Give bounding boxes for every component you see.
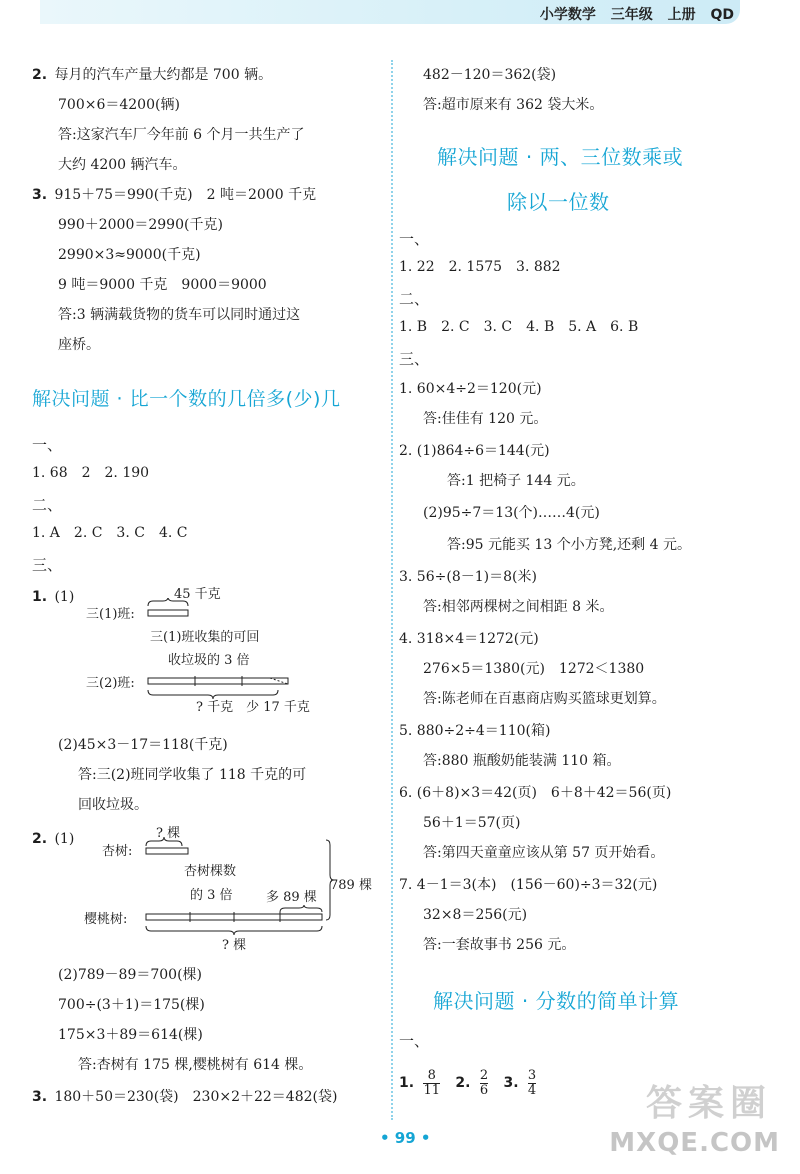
diagram-1-bottom-label: ? 千克 少 17 千克 xyxy=(196,700,310,715)
section-heading-multiples: 解决问题 · 比一个数的几倍多(少)几 xyxy=(32,388,341,410)
problem-2-line-4: 大约 4200 辆汽车。 xyxy=(58,157,187,173)
answer-2-calc: 2. (1)864÷6＝144(元) xyxy=(399,443,550,459)
problem-3-line-6: 座桥。 xyxy=(58,337,100,353)
diagram-2-note-line-2: 的 3 倍 xyxy=(190,888,233,903)
part-1-answers: 1. 68 2 2. 190 xyxy=(32,465,150,481)
part-1-answers: 1. 22 2. 1575 3. 882 xyxy=(399,259,561,275)
answer-5-calc: 5. 880÷2÷4＝110(箱) xyxy=(399,723,551,739)
diagram-2-note-line-1: 杏树棵数 xyxy=(184,864,237,879)
question-2-label: 2. (1) xyxy=(32,831,75,847)
diagram-2-bottom-label: ? 棵 xyxy=(222,938,247,953)
question-1-answer-2: 回收垃圾。 xyxy=(78,797,148,813)
question-2-answer: 答:杏树有 175 棵,樱桃树有 614 棵。 xyxy=(78,1057,313,1073)
diagram-1-bars xyxy=(140,598,300,702)
question-3-line: 3. 180＋50＝230(袋) 230×2＋22＝482(袋) xyxy=(32,1089,338,1105)
column-divider xyxy=(391,60,393,1120)
fractions-part-1-label: 一、 xyxy=(399,1032,430,1050)
problem-2-line-3: 答:这家汽车厂今年前 6 个月一共生产了 xyxy=(58,127,305,143)
answer-7-text: 答:一套故事书 256 元。 xyxy=(423,937,576,953)
problem-3-line-1: 3. 915＋75＝990(千克) 2 吨＝2000 千克 xyxy=(32,187,317,203)
part-2-label: 二、 xyxy=(399,290,430,308)
part-2-answers: 1. B 2. C 3. C 4. B 5. A 6. B xyxy=(399,319,639,335)
question-1-answer-1: 答:三(2)班同学收集了 118 千克的可 xyxy=(78,767,307,783)
watermark-logo xyxy=(609,1083,794,1168)
fraction-2: $\frac{2}{6}$ xyxy=(479,1067,489,1098)
carry-over-answer: 答:超市原来有 362 袋大米。 xyxy=(423,97,604,113)
answer-6-calc: 6. (6＋8)×3＝42(页) 6＋8＋42＝56(页) xyxy=(399,785,672,801)
section-heading-multiply-divide-a: 解决问题 · 两、三位数乘或 xyxy=(437,145,684,169)
section-heading-multiply-divide-b: 除以一位数 xyxy=(507,190,610,214)
answer-4-text: 答:陈老师在百惠商店购买篮球更划算。 xyxy=(423,691,666,707)
part-2-label: 二、 xyxy=(32,496,63,514)
answer-6-calc-2: 56＋1＝57(页) xyxy=(423,815,521,831)
question-2-calc-1: (2)789－89＝700(棵) xyxy=(58,967,203,983)
answer-2b-text: 答:95 元能买 13 个小方凳,还剩 4 元。 xyxy=(447,537,691,553)
diagram-1-note-line-1: 三(1)班收集的可回 xyxy=(150,630,260,645)
watermark-site: MXQE.COM xyxy=(609,1128,780,1158)
part-3-label: 三、 xyxy=(399,350,430,368)
header-book-info: 小学数学 三年级 上册 QD xyxy=(539,7,734,23)
problem-3-line-5: 答:3 辆满载货物的货车可以同时通过这 xyxy=(58,307,301,323)
section-heading-fractions: 解决问题 · 分数的简单计算 xyxy=(433,989,680,1013)
question-2-calc-3: 175×3＋89＝614(棵) xyxy=(58,1027,203,1043)
problem-3-line-2: 990＋2000＝2990(千克) xyxy=(58,217,223,233)
answer-1-calc: 1. 60×4÷2＝120(元) xyxy=(399,381,542,397)
answer-7-calc-2: 32×8＝256(元) xyxy=(423,907,528,923)
diagram-1-row-2-label: 三(2)班: xyxy=(86,676,135,691)
fraction-1: $\frac{8}{11}$ xyxy=(423,1067,440,1098)
answer-3-calc: 3. 56÷(8－1)＝8(米) xyxy=(399,569,537,585)
diagram-2-bars xyxy=(140,834,340,940)
question-2-calc-2: 700÷(3＋1)＝175(棵) xyxy=(58,997,205,1013)
answer-3-text: 答:相邻两棵树之间相距 8 米。 xyxy=(423,599,614,615)
diagram-2-row-2-label: 樱桃树: xyxy=(84,912,128,927)
diagram-2-more-label: 多 89 棵 xyxy=(266,890,317,905)
answer-4-calc: 4. 318×4＝1272(元) xyxy=(399,631,539,647)
problem-3-line-4: 9 吨＝9000 千克 9000＝9000 xyxy=(58,277,267,293)
part-3-label: 三、 xyxy=(32,556,63,574)
part-2-answers: 1. A 2. C 3. C 4. C xyxy=(32,525,188,541)
diagram-1-note-line-2: 收垃圾的 3 倍 xyxy=(168,653,250,668)
page-number: • 99 • xyxy=(380,1129,431,1147)
diagram-1-row-1-label: 三(1)班: xyxy=(86,607,135,622)
problem-2-line-2: 700×6＝4200(辆) xyxy=(58,97,180,113)
diagram-2-top-label: ? 棵 xyxy=(156,826,181,841)
answer-2-text: 答:1 把椅子 144 元。 xyxy=(447,473,585,489)
answer-6-text: 答:第四天童童应该从第 57 页开始看。 xyxy=(423,845,665,861)
diagram-1-top-label: 45 千克 xyxy=(174,587,221,602)
problem-2-line-1: 2. 每月的汽车产量大约都是 700 辆。 xyxy=(32,67,273,83)
question-1-calculation: (2)45×3－17＝118(千克) xyxy=(58,737,228,753)
answer-1-text: 答:佳佳有 120 元。 xyxy=(423,411,548,427)
fraction-answers: 1. $\frac{8}{11}$ 2. $\frac{2}{6}$ 3. $\frac{3}{4}$ xyxy=(399,1067,537,1098)
answer-7-calc: 7. 4－1＝3(本) (156－60)÷3＝32(元) xyxy=(399,877,658,893)
question-1-label: 1. (1) xyxy=(32,589,75,605)
part-1-label: 一、 xyxy=(32,436,63,454)
diagram-2-total-label: 789 棵 xyxy=(330,878,372,893)
part-1-label: 一、 xyxy=(399,230,430,248)
fraction-3: $\frac{3}{4}$ xyxy=(527,1067,537,1098)
carry-over-calc: 482－120＝362(袋) xyxy=(423,67,557,83)
answer-5-text: 答:880 瓶酸奶能装满 110 箱。 xyxy=(423,753,621,769)
watermark-title: 答案圈 xyxy=(645,1083,772,1124)
answer-4-compare: 276×5＝1380(元) 1272＜1380 xyxy=(423,661,645,677)
problem-3-line-3: 2990×3≈9000(千克) xyxy=(58,247,201,263)
answer-2b-calc: (2)95÷7＝13(个)……4(元) xyxy=(423,505,600,521)
diagram-2-row-1-label: 杏树: xyxy=(102,844,133,859)
